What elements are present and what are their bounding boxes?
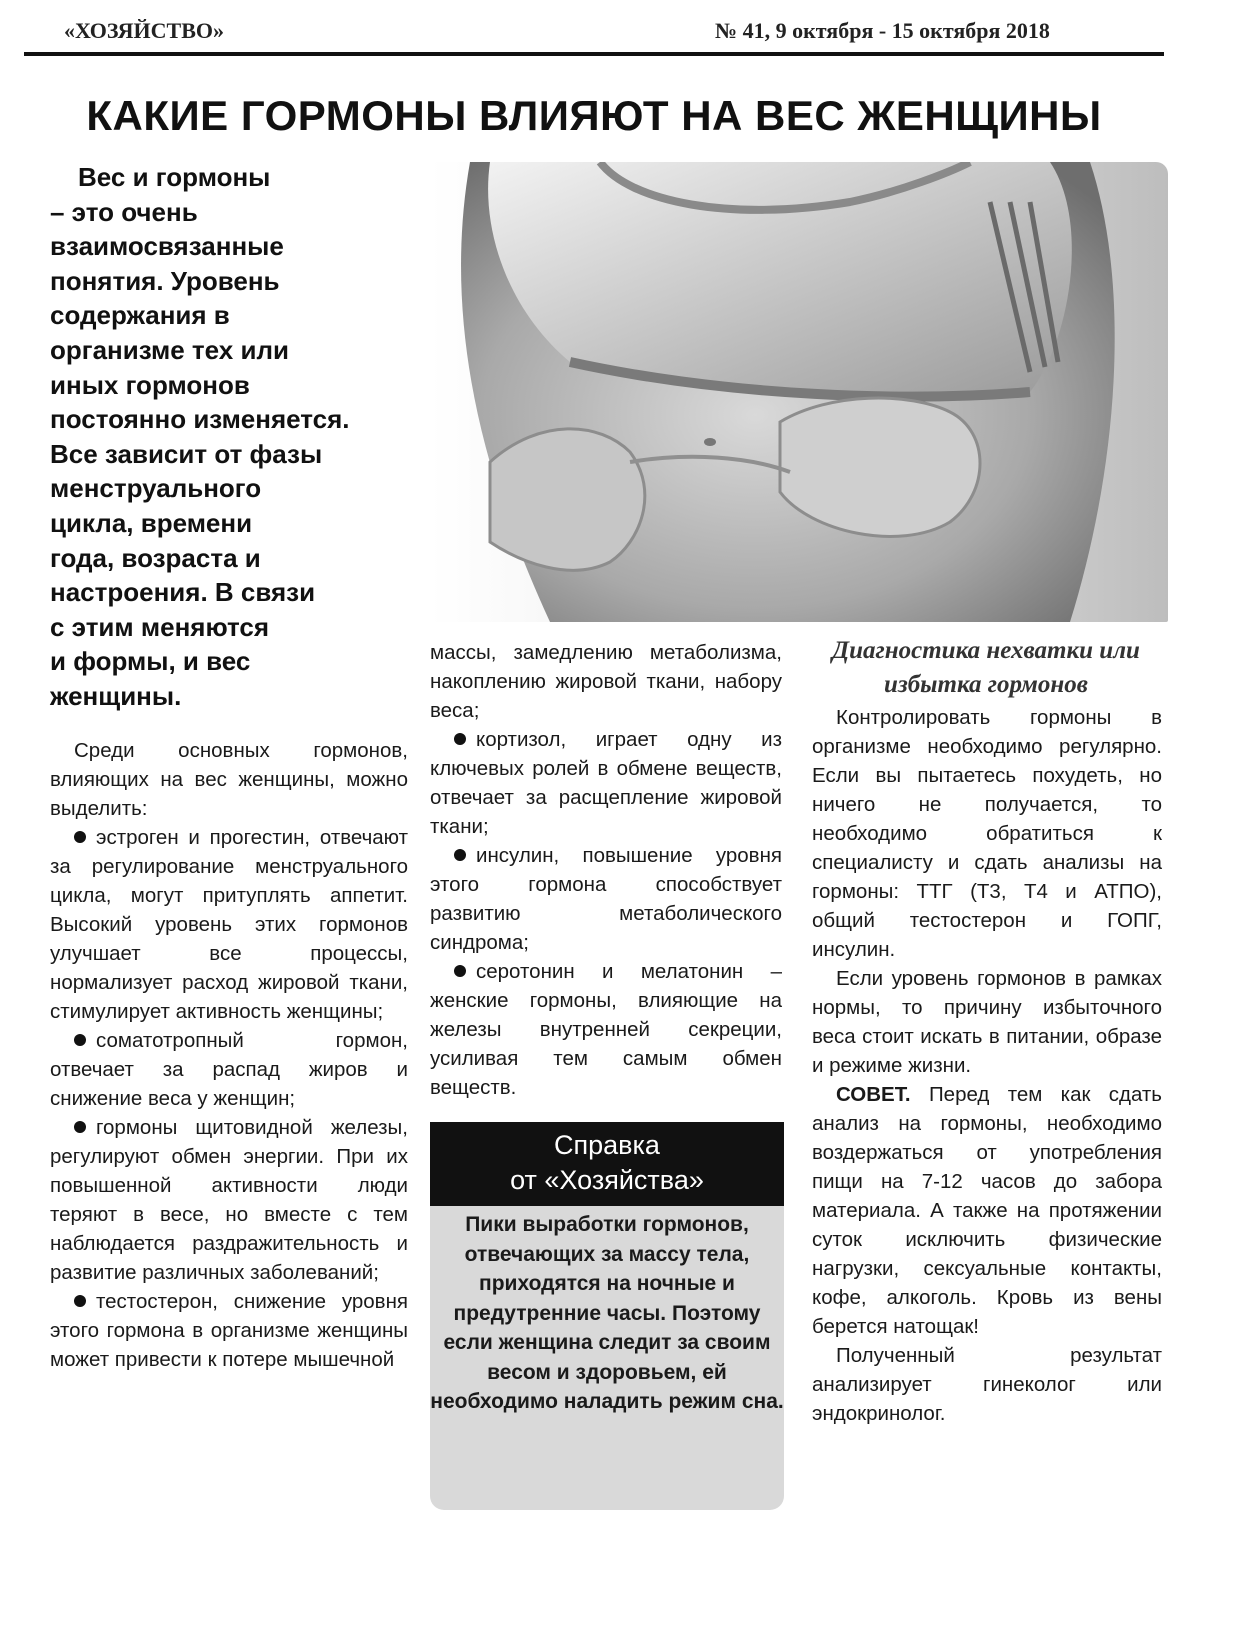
- lead-paragraph: [50, 160, 420, 714]
- paragraph: Если уровень гормонов в рамках нормы, то причину избыточного веса стоит искать в питании, образе и режиме жизни.: [812, 967, 1162, 1077]
- bullet-icon: [74, 1295, 86, 1307]
- article-title: КАКИЕ ГОРМОНЫ ВЛИЯЮТ НА ВЕС ЖЕНЩИНЫ: [86, 92, 1102, 139]
- lead-line: с этим меняются: [50, 611, 270, 642]
- header-rule: [24, 52, 1164, 56]
- list-item: эстроген и прогестин, отвечают за регулирование менструального цикла, могут притуплять аппетит. Высокий уровень этих гормонов улучшает все процессы, нормализует расход жировой ткани, стимулирует активность женщины;: [50, 826, 408, 1023]
- list-item: серотонин и мелатонин – женские гормоны, влияющие на железы внутренней секреции, усиливая тем самым обмен веществ.: [430, 960, 782, 1099]
- advice-label: СОВЕТ.: [836, 1083, 911, 1106]
- lead-line: Все зависит от фазы: [50, 438, 323, 469]
- paragraph: Среди основных гормонов, влияющих на вес женщины, можно выделить:: [50, 739, 408, 820]
- lead-line: понятия. Уровень: [50, 265, 280, 296]
- lead-line: менструального: [50, 473, 262, 504]
- list-item: гормоны щитовидной железы, регулируют обмен энергии. При их повышенной активности люди теряют в весе, но вместе с тем наблюдается раздражительность и развитие различных заболеваний;: [50, 1116, 408, 1284]
- lead-line: – это очень: [50, 196, 198, 227]
- article-column-1: [50, 736, 408, 1374]
- article-column-2: [430, 638, 782, 1102]
- reference-heading-line: Справка: [554, 1130, 660, 1160]
- lead-line: взаимосвязанные: [50, 231, 284, 262]
- bullet-icon: [454, 849, 466, 861]
- lead-line: и формы, и вес: [50, 646, 251, 677]
- article-column-3: [812, 703, 1162, 1428]
- reference-heading-line: от «Хозяйства»: [510, 1165, 704, 1195]
- list-item: соматотропный гормон, отвечает за распад жиров и снижение веса у женщин;: [50, 1029, 408, 1110]
- list-item: кортизол, играет одну из ключевых ролей в обмене веществ, отвечает за расщепление жировой ткани;: [430, 728, 782, 838]
- lead-line: цикла, времени: [50, 507, 253, 538]
- paragraph: массы, замедлению метаболизма, накоплению жировой ткани, набору веса;: [430, 641, 782, 722]
- lead-line: содержания в: [50, 300, 230, 331]
- bullet-icon: [454, 965, 466, 977]
- list-item: инсулин, повышение уровня этого гормона способствует развитию метаболического синдрома;: [430, 844, 782, 954]
- list-item: тестостерон, снижение уровня этого гормона в организме женщины может привести к потере мышечной: [50, 1290, 408, 1371]
- lead-line: настроения. В связи: [50, 577, 316, 608]
- issue-info: № 41, 9 октября - 15 октября 2018: [715, 18, 1050, 43]
- article-photo: [430, 162, 1168, 622]
- reference-box-body: Пики выработки гормонов, отвечающих за массу тела, приходятся на ночные и предутренние часы. Поэтому если женщина следит за своим весом и здоровьем, ей необходимо наладить режим сна.: [430, 1206, 784, 1510]
- paragraph: Полученный результат анализирует гинеколог или эндокринолог.: [812, 1344, 1162, 1425]
- paragraph: Контролировать гормоны в организме необходимо регулярно. Если вы пытаетесь похудеть, но ничего не получается, то необходимо обратиться к специалисту и сдать анализы на гормоны: ТТГ (Т3, Т4 и АТПО), общий тестостерон и ГОПГ, инсулин.: [812, 706, 1162, 961]
- bullet-icon: [74, 831, 86, 843]
- lead-line: женщины.: [50, 680, 182, 711]
- bullet-icon: [74, 1121, 86, 1133]
- lead-line: иных гормонов: [50, 369, 250, 400]
- lead-line: организме тех или: [50, 334, 289, 365]
- section-subheading: Диагностика нехватки или избытка гормонов: [832, 637, 1140, 698]
- bullet-icon: [454, 733, 466, 745]
- lead-line: года, возраста и: [50, 542, 261, 573]
- lead-line: постоянно изменяется.: [50, 404, 350, 435]
- bullet-icon: [74, 1034, 86, 1046]
- belly-illustration: [430, 162, 1168, 622]
- publication-name: «ХОЗЯЙСТВО»: [64, 18, 225, 43]
- reference-box-heading: [430, 1122, 784, 1206]
- advice-paragraph: СОВЕТ. Перед тем как сдать анализ на гормоны, необходимо воздержаться от употребления пищи на 7-12 часов до забора материала. А также на протяжении суток исключить физические нагрузки, сексуальные контакты, кофе, алкоголь. Кровь из вены берется натощак!: [812, 1083, 1162, 1338]
- lead-line: Вес и гормоны: [78, 162, 271, 192]
